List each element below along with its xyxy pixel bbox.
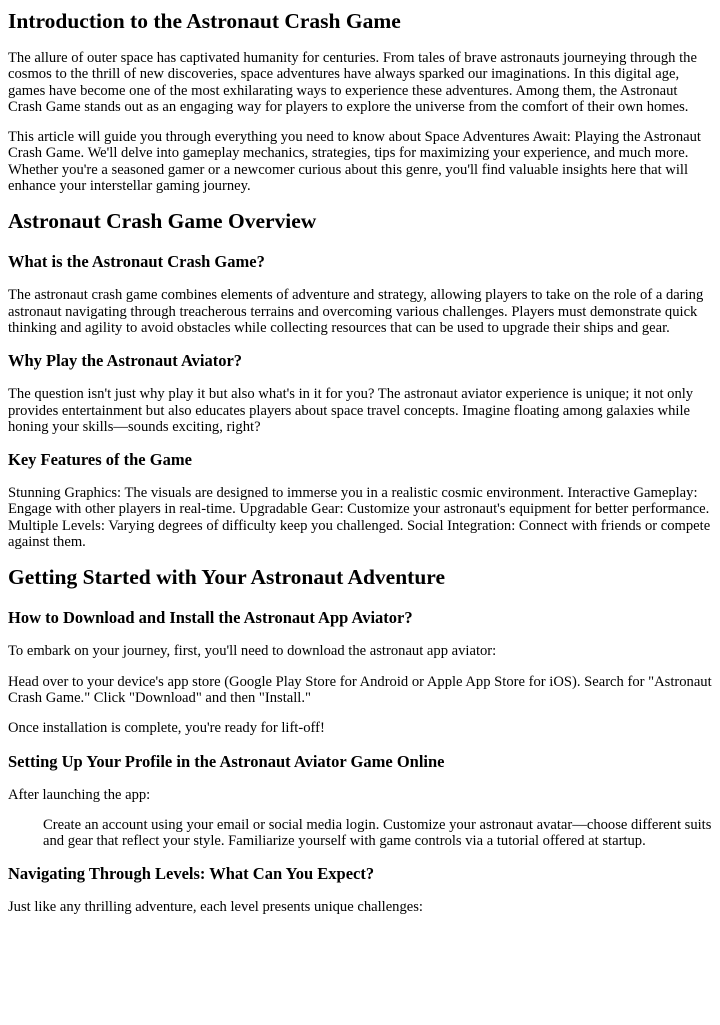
intro-paragraph-2: This article will guide you through everything you need to know about Space Adventures Await: Playing the Astronaut Crash Game. We'll delve into gameplay mechanics, strategies, tips for maximizing your experience, and much more. Whether you're a seasoned gamer or a newcomer curious about this genre, you'll find valuable insights here that will enhance your interstellar gaming journey.	[8, 129, 701, 195]
why-heading: Why Play the Astronaut Aviator?	[8, 351, 243, 371]
what-paragraph: The astronaut crash game combines elements of adventure and strategy, allowing players to take on the role of a daring astronaut navigating through treacherous terrains and overcoming various challenges. Players must demonstrate quick thinking and agility to avoid obstacles while collecting resources that can be used to upgrade their ships and gear.	[8, 287, 704, 336]
what-heading: What is the Astronaut Crash Game?	[8, 252, 265, 272]
why-paragraph: The question isn't just why play it but also what's in it for you? The astronaut aviator experience is unique; it not only provides entertainment but also educates players about space travel concepts. Imagine floating among galaxies while honing your skills—sounds exciting, right?	[8, 386, 694, 435]
started-heading: Getting Started with Your Astronaut Adventure	[8, 565, 445, 590]
download-paragraph-2: Head over to your device's app store (Google Play Store for Android or Apple App Store for iOS). Search for "Astronaut Crash Game." Click "Download" and then "Install."	[8, 673, 712, 706]
intro-paragraph-1: The allure of outer space has captivated humanity for centuries. From tales of brave astronauts journeying through the cosmos to the thrill of new discoveries, space adventures have always sparked our imaginations. In this digital age, games have become one of the most exhilarating ways to experience these adventures. Among them, the Astronaut Crash Game stands out as an engaging way for players to explore the universe from the comfort of their own homes.	[8, 50, 697, 115]
overview-heading: Astronaut Crash Game Overview	[8, 209, 317, 234]
download-heading: How to Download and Install the Astronaut App Aviator?	[8, 608, 413, 628]
download-paragraph-1: To embark on your journey, first, you'll need to download the astronaut app aviator:	[8, 643, 497, 660]
intro-heading: Introduction to the Astronaut Crash Game	[8, 9, 401, 33]
levels-paragraph: Just like any thrilling adventure, each level presents unique challenges:	[8, 899, 423, 916]
download-paragraph-3: Once installation is complete, you're ready for lift-off!	[8, 720, 325, 737]
profile-paragraph: After launching the app:	[8, 786, 151, 803]
article	[0, 8, 720, 916]
profile-heading: Setting Up Your Profile in the Astronaut Aviator Game Online	[8, 751, 445, 771]
profile-steps-quote: Create an account using your email or social media login. Customize your astronaut avatar—choose different suits and gear that reflect your style. Familiarize yourself with game controls via a tutorial offered at startup.	[43, 816, 712, 850]
levels-heading: Navigating Through Levels: What Can You Expect?	[8, 864, 375, 884]
features-paragraph: Stunning Graphics: The visuals are designed to immerse you in a realistic cosmic environment. Interactive Gameplay: Engage with other players in real-time. Upgradable Gear: Customize your astronaut's equipment for better performance. Multiple Levels: Varying degrees of difficulty keep you challenged. Social Integration: Connect with friends or compete against them.	[8, 485, 711, 551]
features-heading: Key Features of the Game	[8, 450, 192, 470]
